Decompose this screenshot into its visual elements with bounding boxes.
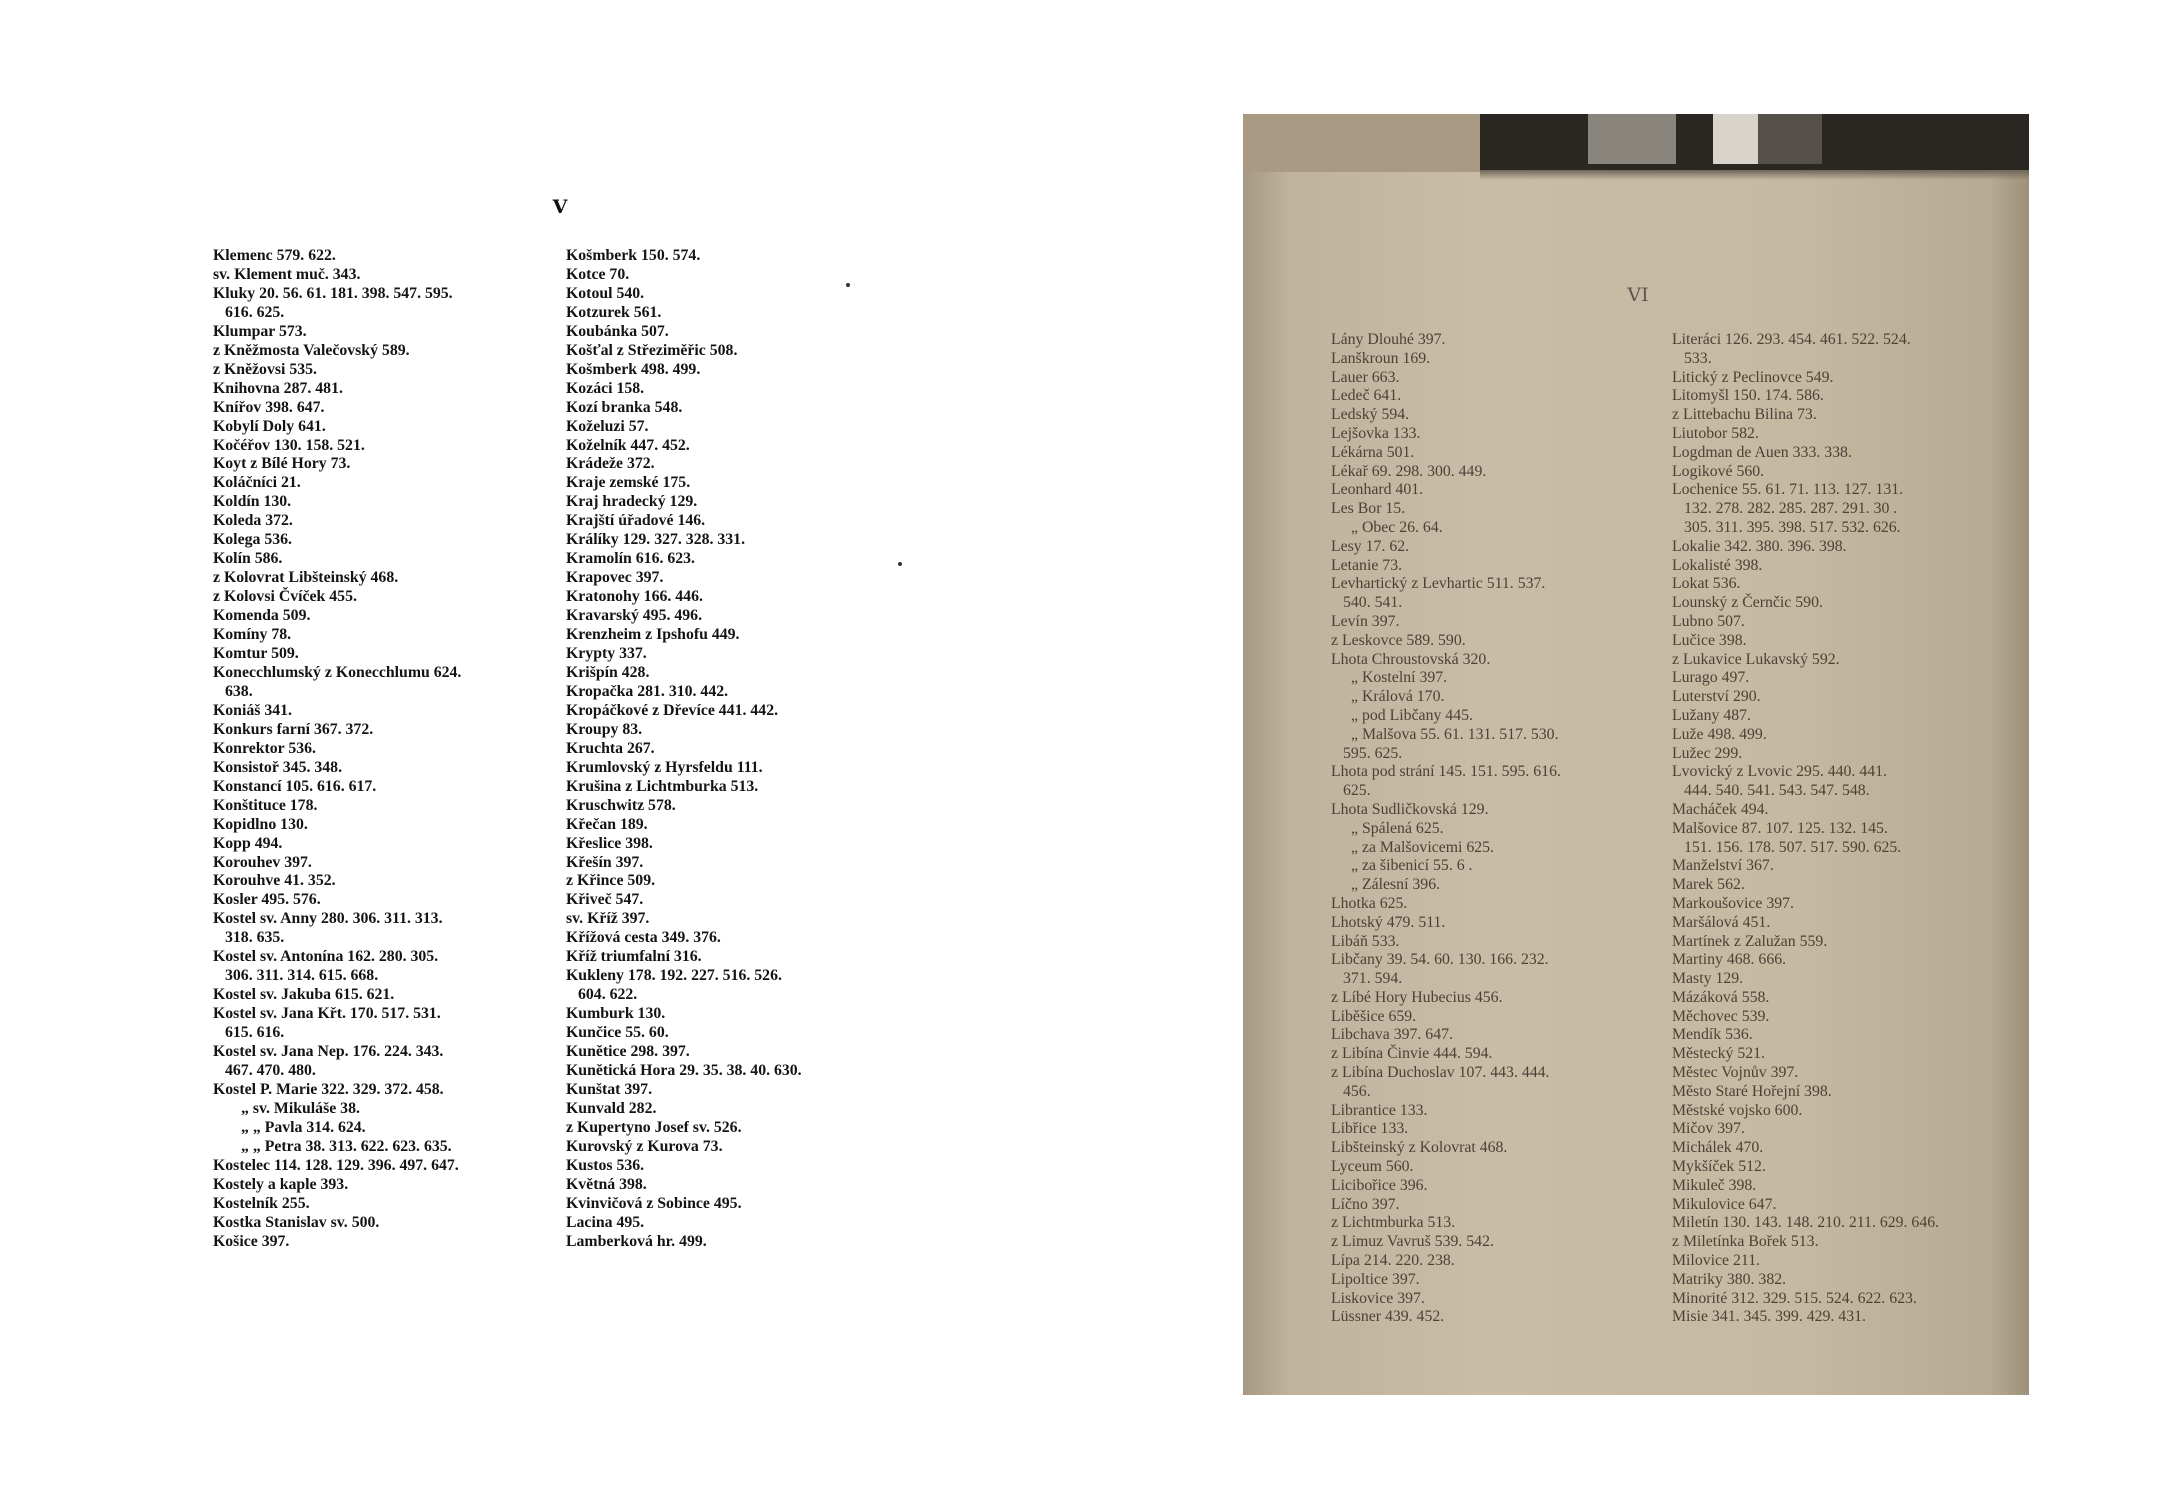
- index-entry: Matriky 380. 382.: [1672, 1270, 1787, 1288]
- index-entry: Kostel sv. Jana Křt. 170. 517. 531.: [213, 1005, 441, 1023]
- index-entry: Litomyšl 150. 174. 586.: [1672, 387, 1824, 405]
- index-column-left-2: [566, 247, 876, 1252]
- index-entry: Kostelník 255.: [213, 1194, 310, 1212]
- index-entry: Košmberk 150. 574.: [566, 247, 701, 264]
- index-entry: Mendík 536.: [1672, 1026, 1753, 1044]
- index-entry: Konecchlumský z Konecchlumu 624.: [213, 663, 462, 681]
- index-entry: Komenda 509.: [213, 607, 311, 625]
- index-entry: 444. 540. 541. 543. 547. 548.: [1684, 782, 1870, 800]
- index-entry: Měchovec 539.: [1672, 1007, 1770, 1025]
- index-entry: Liskovice 397.: [1331, 1289, 1425, 1307]
- index-entry: Křížová cesta 349. 376.: [566, 929, 721, 947]
- index-entry: „ za Malšovicemi 625.: [1351, 838, 1495, 856]
- index-entry: Městec Vojnův 397.: [1672, 1064, 1799, 1082]
- index-entry: „ Spálená 625.: [1351, 819, 1444, 837]
- index-entry: Letanie 73.: [1331, 556, 1403, 574]
- index-entry: Lipoltice 397.: [1331, 1270, 1420, 1288]
- scan-top-edge: [1713, 114, 1758, 164]
- index-column-right-1: [1331, 331, 1661, 1327]
- index-entry: Konstancí 105. 616. 617.: [213, 777, 377, 795]
- index-entry: Konštituce 178.: [213, 796, 318, 814]
- index-entry: Kluky 20. 56. 61. 181. 398. 547. 595.: [213, 284, 453, 302]
- index-entry: Kunvald 282.: [566, 1099, 657, 1117]
- index-entry: Knířov 398. 647.: [213, 398, 325, 416]
- index-entry: Koleda 372.: [213, 512, 293, 530]
- index-entry: z Leskovce 589. 590.: [1331, 631, 1466, 649]
- index-entry: Masty 129.: [1672, 970, 1744, 988]
- index-entry: Marek 562.: [1672, 876, 1745, 894]
- index-entry: Ledeč 641.: [1331, 387, 1402, 405]
- index-entry: Libšteinský z Kolovrat 468.: [1331, 1139, 1508, 1157]
- index-entry: Krušina z Lichtmburka 513.: [566, 777, 759, 795]
- index-entry: Kostel sv. Antonína 162. 280. 305.: [213, 948, 439, 966]
- index-entry: Lochenice 55. 61. 71. 113. 127. 131.: [1672, 481, 1904, 499]
- index-entry: 604. 622.: [578, 986, 638, 1004]
- index-entry: z Lukavice Lukavský 592.: [1672, 650, 1840, 668]
- index-entry: „ sv. Mikuláše 38.: [241, 1099, 360, 1117]
- index-entry: Libřice 133.: [1331, 1120, 1409, 1138]
- index-entry: z Kněžovsi 535.: [213, 360, 317, 378]
- page-number-left: V: [552, 196, 568, 218]
- index-entry: Lokat 536.: [1672, 575, 1741, 593]
- index-entry: Logdman de Auen 333. 338.: [1672, 443, 1852, 461]
- index-entry: Lékárna 501.: [1331, 443, 1415, 461]
- index-entry: Macháček 494.: [1672, 800, 1769, 818]
- index-entry: Křečan 189.: [566, 815, 648, 833]
- index-entry: Kropačka 281. 310. 442.: [566, 682, 729, 700]
- index-entry: Kraje zemské 175.: [566, 474, 691, 492]
- index-entry: „ Obec 26. 64.: [1351, 518, 1443, 536]
- index-entry: Kraj hradecký 129.: [566, 493, 698, 511]
- index-entry: Kočéřov 130. 158. 521.: [213, 436, 365, 454]
- scan-top-edge: [1758, 114, 1822, 164]
- index-entry: 595. 625.: [1343, 744, 1403, 762]
- index-entry: z Křince 509.: [566, 872, 656, 890]
- index-entry: z Limuz Vavruš 539. 542.: [1331, 1233, 1494, 1251]
- index-entry: Lvovický z Lvovic 295. 440. 441.: [1672, 763, 1887, 781]
- index-entry: Libchava 397. 647.: [1331, 1026, 1453, 1044]
- right-page-scan: [1243, 114, 2029, 1395]
- index-entry: Košmberk 498. 499.: [566, 360, 701, 378]
- index-entry: Kunětice 298. 397.: [566, 1043, 690, 1061]
- index-entry: Lužec 299.: [1672, 744, 1743, 762]
- index-entry: Lokalie 342. 380. 396. 398.: [1672, 537, 1847, 555]
- index-entry: Mázáková 558.: [1672, 988, 1770, 1006]
- index-entry: 638.: [225, 682, 253, 700]
- index-entry: Librantice 133.: [1331, 1101, 1428, 1119]
- index-entry: 306. 311. 314. 615. 668.: [225, 967, 379, 985]
- index-entry: Kukleny 178. 192. 227. 516. 526.: [566, 967, 782, 985]
- index-entry: Křiveč 547.: [566, 891, 644, 909]
- index-entry: z Miletínka Bořek 513.: [1672, 1233, 1819, 1251]
- index-entry: Kotzurek 561.: [566, 303, 662, 321]
- index-entry: Manželství 367.: [1672, 857, 1774, 875]
- index-entry: Martínek z Zalužan 559.: [1672, 932, 1828, 950]
- index-entry: Lhota Sudličkovská 129.: [1331, 800, 1489, 818]
- index-entry: Markoušovice 397.: [1672, 894, 1794, 912]
- index-entry: Kostel sv. Anny 280. 306. 311. 313.: [213, 910, 443, 928]
- scan-top-edge: [1588, 114, 1676, 164]
- index-entry: Kropáčkové z Dřevíce 441. 442.: [566, 701, 779, 719]
- index-entry: Lanškroun 169.: [1331, 349, 1431, 367]
- index-entry: Liběšice 659.: [1331, 1007, 1417, 1025]
- index-entry: „ „ Pavla 314. 624.: [241, 1118, 366, 1136]
- index-entry: Kozáci 158.: [566, 379, 645, 397]
- index-entry: z Lichtmburka 513.: [1331, 1214, 1456, 1232]
- index-entry: Koniáš 341.: [213, 701, 292, 719]
- index-entry: Misie 341. 345. 399. 429. 431.: [1672, 1308, 1866, 1326]
- index-entry: Korouhev 397.: [213, 853, 312, 871]
- index-entry: Mičov 397.: [1672, 1120, 1745, 1138]
- index-entry: Kunětická Hora 29. 35. 38. 40. 630.: [566, 1061, 802, 1079]
- index-entry: Kostelec 114. 128. 129. 396. 497. 647.: [213, 1156, 459, 1174]
- index-entry: Kravarský 495. 496.: [566, 607, 703, 625]
- index-entry: Lékař 69. 298. 300. 449.: [1331, 462, 1487, 480]
- index-entry: Lučice 398.: [1672, 631, 1747, 649]
- index-entry: z Líbé Hory Hubecius 456.: [1331, 988, 1503, 1006]
- index-entry: Krádeže 372.: [566, 455, 655, 473]
- index-entry: Koželník 447. 452.: [566, 436, 690, 454]
- index-entry: Malšovice 87. 107. 125. 132. 145.: [1672, 819, 1888, 837]
- index-entry: Minorité 312. 329. 515. 524. 622. 623.: [1672, 1289, 1917, 1307]
- scan-speck: [898, 562, 902, 566]
- index-entry: Michálek 470.: [1672, 1139, 1764, 1157]
- index-entry: Leonhard 401.: [1331, 481, 1424, 499]
- index-entry: Lesy 17. 62.: [1331, 537, 1410, 555]
- index-entry: sv. Klement muč. 343.: [213, 265, 361, 283]
- index-entry: Krapovec 397.: [566, 569, 664, 587]
- index-entry: Kotce 70.: [566, 265, 630, 283]
- index-entry: z Libína Činvie 444. 594.: [1331, 1045, 1493, 1063]
- index-entry: „ Zálesní 396.: [1351, 876, 1441, 894]
- index-entry: Kostel P. Marie 322. 329. 372. 458.: [213, 1080, 444, 1098]
- index-entry: „ za šibenicí 55. 6 .: [1351, 857, 1473, 875]
- index-entry: Levhartický z Levhartic 511. 537.: [1331, 575, 1546, 593]
- index-entry: Kustos 536.: [566, 1156, 645, 1174]
- index-entry: Libčany 39. 54. 60. 130. 166. 232.: [1331, 951, 1549, 969]
- scan-top-edge: [1243, 114, 1483, 172]
- index-entry: Kobylí Doly 641.: [213, 417, 326, 435]
- index-entry: 151. 156. 178. 507. 517. 590. 625.: [1684, 838, 1902, 856]
- index-entry: 625.: [1343, 782, 1371, 800]
- index-entry: Martiny 468. 666.: [1672, 951, 1787, 969]
- index-entry: 318. 635.: [225, 929, 285, 947]
- index-entry: Korouhve 41. 352.: [213, 872, 336, 890]
- index-entry: Lhota Chroustovská 320.: [1331, 650, 1491, 668]
- index-entry: Krumlovský z Hyrsfeldu 111.: [566, 758, 763, 776]
- index-entry: Kruchta 267.: [566, 739, 655, 757]
- index-entry: Krišpín 428.: [566, 663, 650, 681]
- index-entry: z Kolovrat Libšteinský 468.: [213, 569, 399, 587]
- index-entry: 615. 616.: [225, 1024, 285, 1042]
- index-entry: Kurovský z Kurova 73.: [566, 1137, 723, 1155]
- index-entry: Lokalisté 398.: [1672, 556, 1763, 574]
- index-entry: Les Bor 15.: [1331, 500, 1406, 518]
- index-entry: Libáň 533.: [1331, 932, 1400, 950]
- index-entry: Koželuzi 57.: [566, 417, 649, 435]
- index-entry: Konsistoř 345. 348.: [213, 758, 343, 776]
- index-entry: Krypty 337.: [566, 645, 647, 663]
- index-entry: Lurago 497.: [1672, 669, 1750, 687]
- index-entry: sv. Kříž 397.: [566, 910, 650, 928]
- index-entry: Lhotka 625.: [1331, 894, 1408, 912]
- index-entry: „ pod Libčany 445.: [1351, 706, 1473, 724]
- index-entry: Kopp 494.: [213, 834, 283, 852]
- index-entry: Město Staré Hořejní 398.: [1672, 1082, 1832, 1100]
- index-entry: Lounský z Černčic 590.: [1672, 594, 1823, 612]
- index-entry: Krajští úřadové 146.: [566, 512, 706, 530]
- index-entry: Květná 398.: [566, 1175, 647, 1193]
- index-entry: Koldín 130.: [213, 493, 292, 511]
- index-entry: Městské vojsko 600.: [1672, 1101, 1803, 1119]
- index-entry: Lužany 487.: [1672, 706, 1751, 724]
- index-entry: Kosler 495. 576.: [213, 891, 321, 909]
- index-entry: Lyceum 560.: [1331, 1158, 1414, 1176]
- index-entry: 456.: [1343, 1082, 1371, 1100]
- index-entry: Klumpar 573.: [213, 322, 307, 340]
- index-entry: Koyt z Bílé Hory 73.: [213, 455, 351, 473]
- index-entry: „ „ Petra 38. 313. 622. 623. 635.: [241, 1137, 452, 1155]
- index-entry: Kunštat 397.: [566, 1080, 653, 1098]
- index-entry: Lhota pod strání 145. 151. 595. 616.: [1331, 763, 1561, 781]
- index-entry: Lauer 663.: [1331, 368, 1400, 386]
- index-entry: Kozí branka 548.: [566, 398, 683, 416]
- index-entry: Kvinvičová z Sobince 495.: [566, 1194, 742, 1212]
- index-entry: „ Kostelní 397.: [1351, 669, 1448, 687]
- index-entry: Kotoul 540.: [566, 284, 645, 302]
- index-entry: z Kupertyno Josef sv. 526.: [566, 1118, 742, 1136]
- index-entry: Kostely a kaple 393.: [213, 1175, 349, 1193]
- index-entry: Komíny 78.: [213, 626, 292, 644]
- index-entry: Kunčice 55. 60.: [566, 1024, 669, 1042]
- index-entry: Kroupy 83.: [566, 720, 643, 738]
- index-entry: Levín 397.: [1331, 612, 1400, 630]
- index-entry: Literáci 126. 293. 454. 461. 522. 524.: [1672, 331, 1911, 348]
- index-entry: Luterství 290.: [1672, 688, 1761, 706]
- index-entry: Konkurs farní 367. 372.: [213, 720, 374, 738]
- index-entry: Křešín 397.: [566, 853, 644, 871]
- index-entry: Knihovna 287. 481.: [213, 379, 343, 397]
- index-entry: z Kolovsi Čvíček 455.: [213, 588, 357, 606]
- index-entry: Miletín 130. 143. 148. 210. 211. 629. 646.: [1672, 1214, 1940, 1232]
- index-entry: Lhotský 479. 511.: [1331, 913, 1446, 931]
- index-entry: Mikuleč 398.: [1672, 1176, 1757, 1194]
- index-entry: Kříž triumfalní 316.: [566, 948, 702, 966]
- index-entry: Lány Dlouhé 397.: [1331, 331, 1446, 348]
- index-entry: z Libína Duchoslav 107. 443. 444.: [1331, 1064, 1550, 1082]
- index-entry: 540. 541.: [1343, 594, 1403, 612]
- index-entry: Lamberková hr. 499.: [566, 1232, 707, 1250]
- index-entry: 616. 625.: [225, 303, 285, 321]
- index-entry: Ledský 594.: [1331, 406, 1410, 424]
- index-entry: 371. 594.: [1343, 970, 1403, 988]
- index-column-right-2: [1672, 331, 2002, 1327]
- scan-top-shadow: [1480, 170, 2029, 180]
- index-entry: Licibořice 396.: [1331, 1176, 1428, 1194]
- index-entry: Kumburk 130.: [566, 1005, 666, 1023]
- index-entry: 305. 311. 395. 398. 517. 532. 626.: [1684, 518, 1901, 536]
- index-entry: Koláčníci 21.: [213, 474, 301, 492]
- index-entry: Kostka Stanislav sv. 500.: [213, 1213, 380, 1231]
- index-entry: Liutobor 582.: [1672, 424, 1759, 442]
- index-entry: Konrektor 536.: [213, 739, 316, 757]
- index-entry: Lüssner 439. 452.: [1331, 1308, 1445, 1326]
- index-entry: Milovice 211.: [1672, 1252, 1761, 1270]
- index-entry: Lípa 214. 220. 238.: [1331, 1252, 1455, 1270]
- index-entry: Kostel sv. Jana Nep. 176. 224. 343.: [213, 1043, 444, 1061]
- index-entry: Luže 498. 499.: [1672, 725, 1767, 743]
- index-entry: Klemenc 579. 622.: [213, 247, 336, 264]
- scan-speck: [846, 283, 850, 287]
- index-entry: Lubno 507.: [1672, 612, 1745, 630]
- index-entry: Maršálová 451.: [1672, 913, 1771, 931]
- index-entry: 467. 470. 480.: [225, 1061, 316, 1079]
- index-entry: „ Králová 170.: [1351, 688, 1445, 706]
- index-entry: Kruschwitz 578.: [566, 796, 676, 814]
- index-entry: Městecký 521.: [1672, 1045, 1766, 1063]
- index-column-left-1: [213, 247, 543, 1252]
- index-entry: Mykšíček 512.: [1672, 1158, 1766, 1176]
- index-entry: Kostel sv. Jakuba 615. 621.: [213, 986, 395, 1004]
- index-entry: Křeslice 398.: [566, 834, 653, 852]
- index-entry: 132. 278. 282. 285. 287. 291. 30 .: [1684, 500, 1898, 518]
- index-entry: Krenzheim z Ipshofu 449.: [566, 626, 740, 644]
- index-entry: Králíky 129. 327. 328. 331.: [566, 531, 746, 549]
- index-entry: „ Malšova 55. 61. 131. 517. 530.: [1351, 725, 1559, 743]
- index-entry: Logikové 560.: [1672, 462, 1765, 480]
- index-entry: 533.: [1684, 349, 1712, 367]
- index-entry: Kolega 536.: [213, 531, 292, 549]
- page-number-right: VI: [1627, 284, 1649, 306]
- index-entry: Líčno 397.: [1331, 1195, 1400, 1213]
- index-entry: Kopidlno 130.: [213, 815, 308, 833]
- index-entry: Kolín 586.: [213, 550, 283, 568]
- index-entry: Koubánka 507.: [566, 322, 669, 340]
- index-entry: Kramolín 616. 623.: [566, 550, 696, 568]
- index-entry: Lacina 495.: [566, 1213, 645, 1231]
- index-entry: Lejšovka 133.: [1331, 424, 1421, 442]
- index-entry: Komtur 509.: [213, 645, 299, 663]
- index-entry: Košťal z Střeziměřic 508.: [566, 341, 738, 359]
- index-entry: z Littebachu Bilina 73.: [1672, 406, 1817, 424]
- index-entry: Mikulovice 647.: [1672, 1195, 1777, 1213]
- index-entry: Litický z Peclinovce 549.: [1672, 368, 1834, 386]
- index-entry: Kratonohy 166. 446.: [566, 588, 703, 606]
- index-entry: z Kněžmosta Valečovský 589.: [213, 341, 410, 359]
- index-entry: Košice 397.: [213, 1232, 290, 1250]
